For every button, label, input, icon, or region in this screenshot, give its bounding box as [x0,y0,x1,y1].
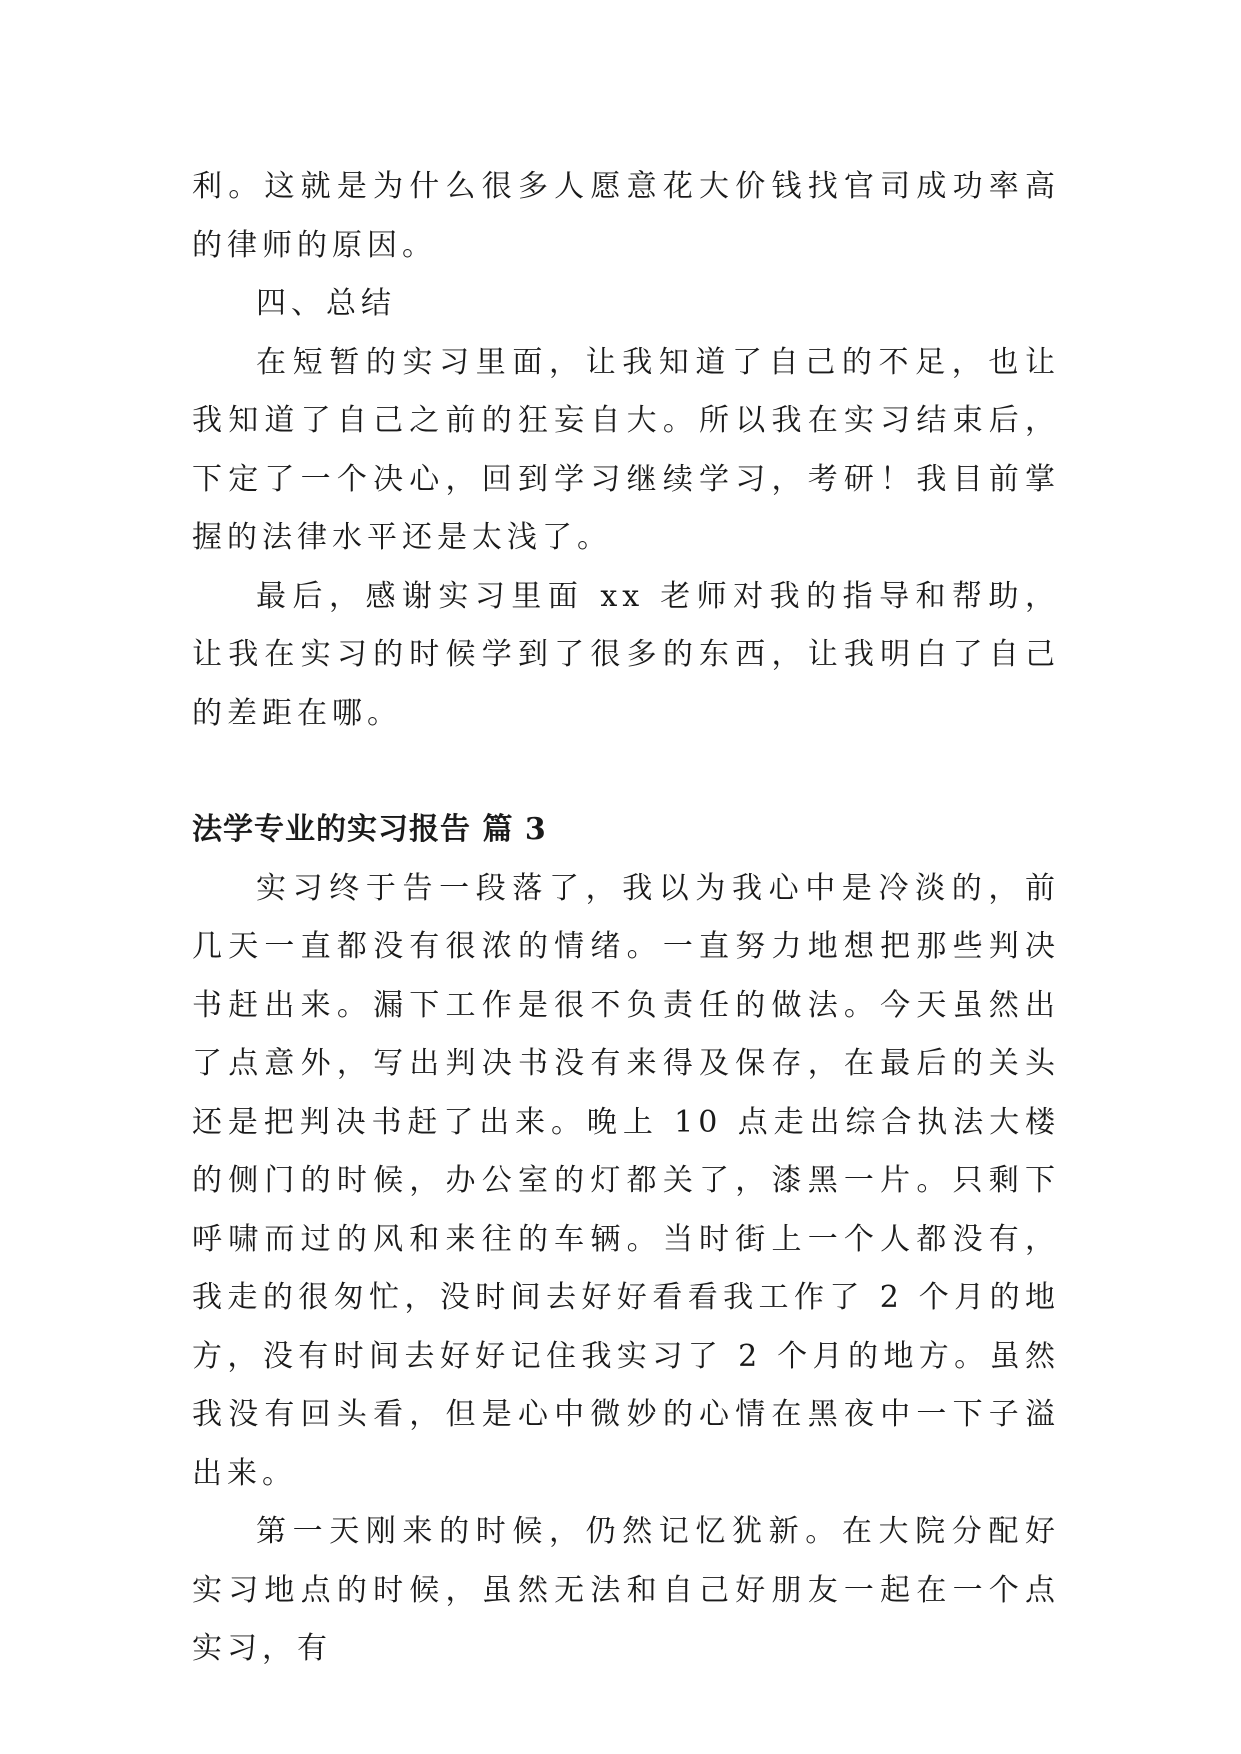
paragraph-continuation: 利。这就是为什么很多人愿意花大价钱找官司成功率高的律师的原因。 [192,169,1060,263]
section-heading: 法学专业的实习报告 篇 3 [192,812,547,847]
document-body [192,158,1060,1679]
section-subheading-summary: 四、总结 [256,286,396,321]
paragraph-report-3-intro: 实习终于告一段落了，我以为我心中是冷淡的，前几天一直都没有很浓的情绪。一直努力地想把那些判决书赶出来。漏下工作是很不负责任的做法。今天虽然出了点意外，写出判决书没有来得及保存，在最后的关头还是把判决书赶了出来。晚上 10 点走出综合执法大楼的侧门的时候，办公室的灯都关了，漆黑一片。只剩下呼啸而过的风和来往的车辆。当时街上一个人都没有，我走的很匆忙，没时间去好好看看我工作了 2 个月的地方，没有时间去好好记住我实习了 2 个月的地方。虽然我没有回头看，但是心中微妙的心情在黑夜中一下子溢出来。 [192,870,1060,1491]
paragraph-report-3-first-day: 第一天刚来的时候，仍然记忆犹新。在大院分配好实习地点的时候，虽然无法和自己好朋友一起在一个点实习，有 [192,1514,1060,1666]
paragraph-thanks: 最后，感谢实习里面 xx 老师对我的指导和帮助，让我在实习的时候学到了很多的东西，让我明白了自己的差距在哪。 [192,578,1060,731]
paragraph-summary: 在短暂的实习里面，让我知道了自己的不足，也让我知道了自己之前的狂妄自大。所以我在实习结束后，下定了一个决心，回到学习继续学习，考研！我目前掌握的法律水平还是太浅了。 [192,344,1060,555]
